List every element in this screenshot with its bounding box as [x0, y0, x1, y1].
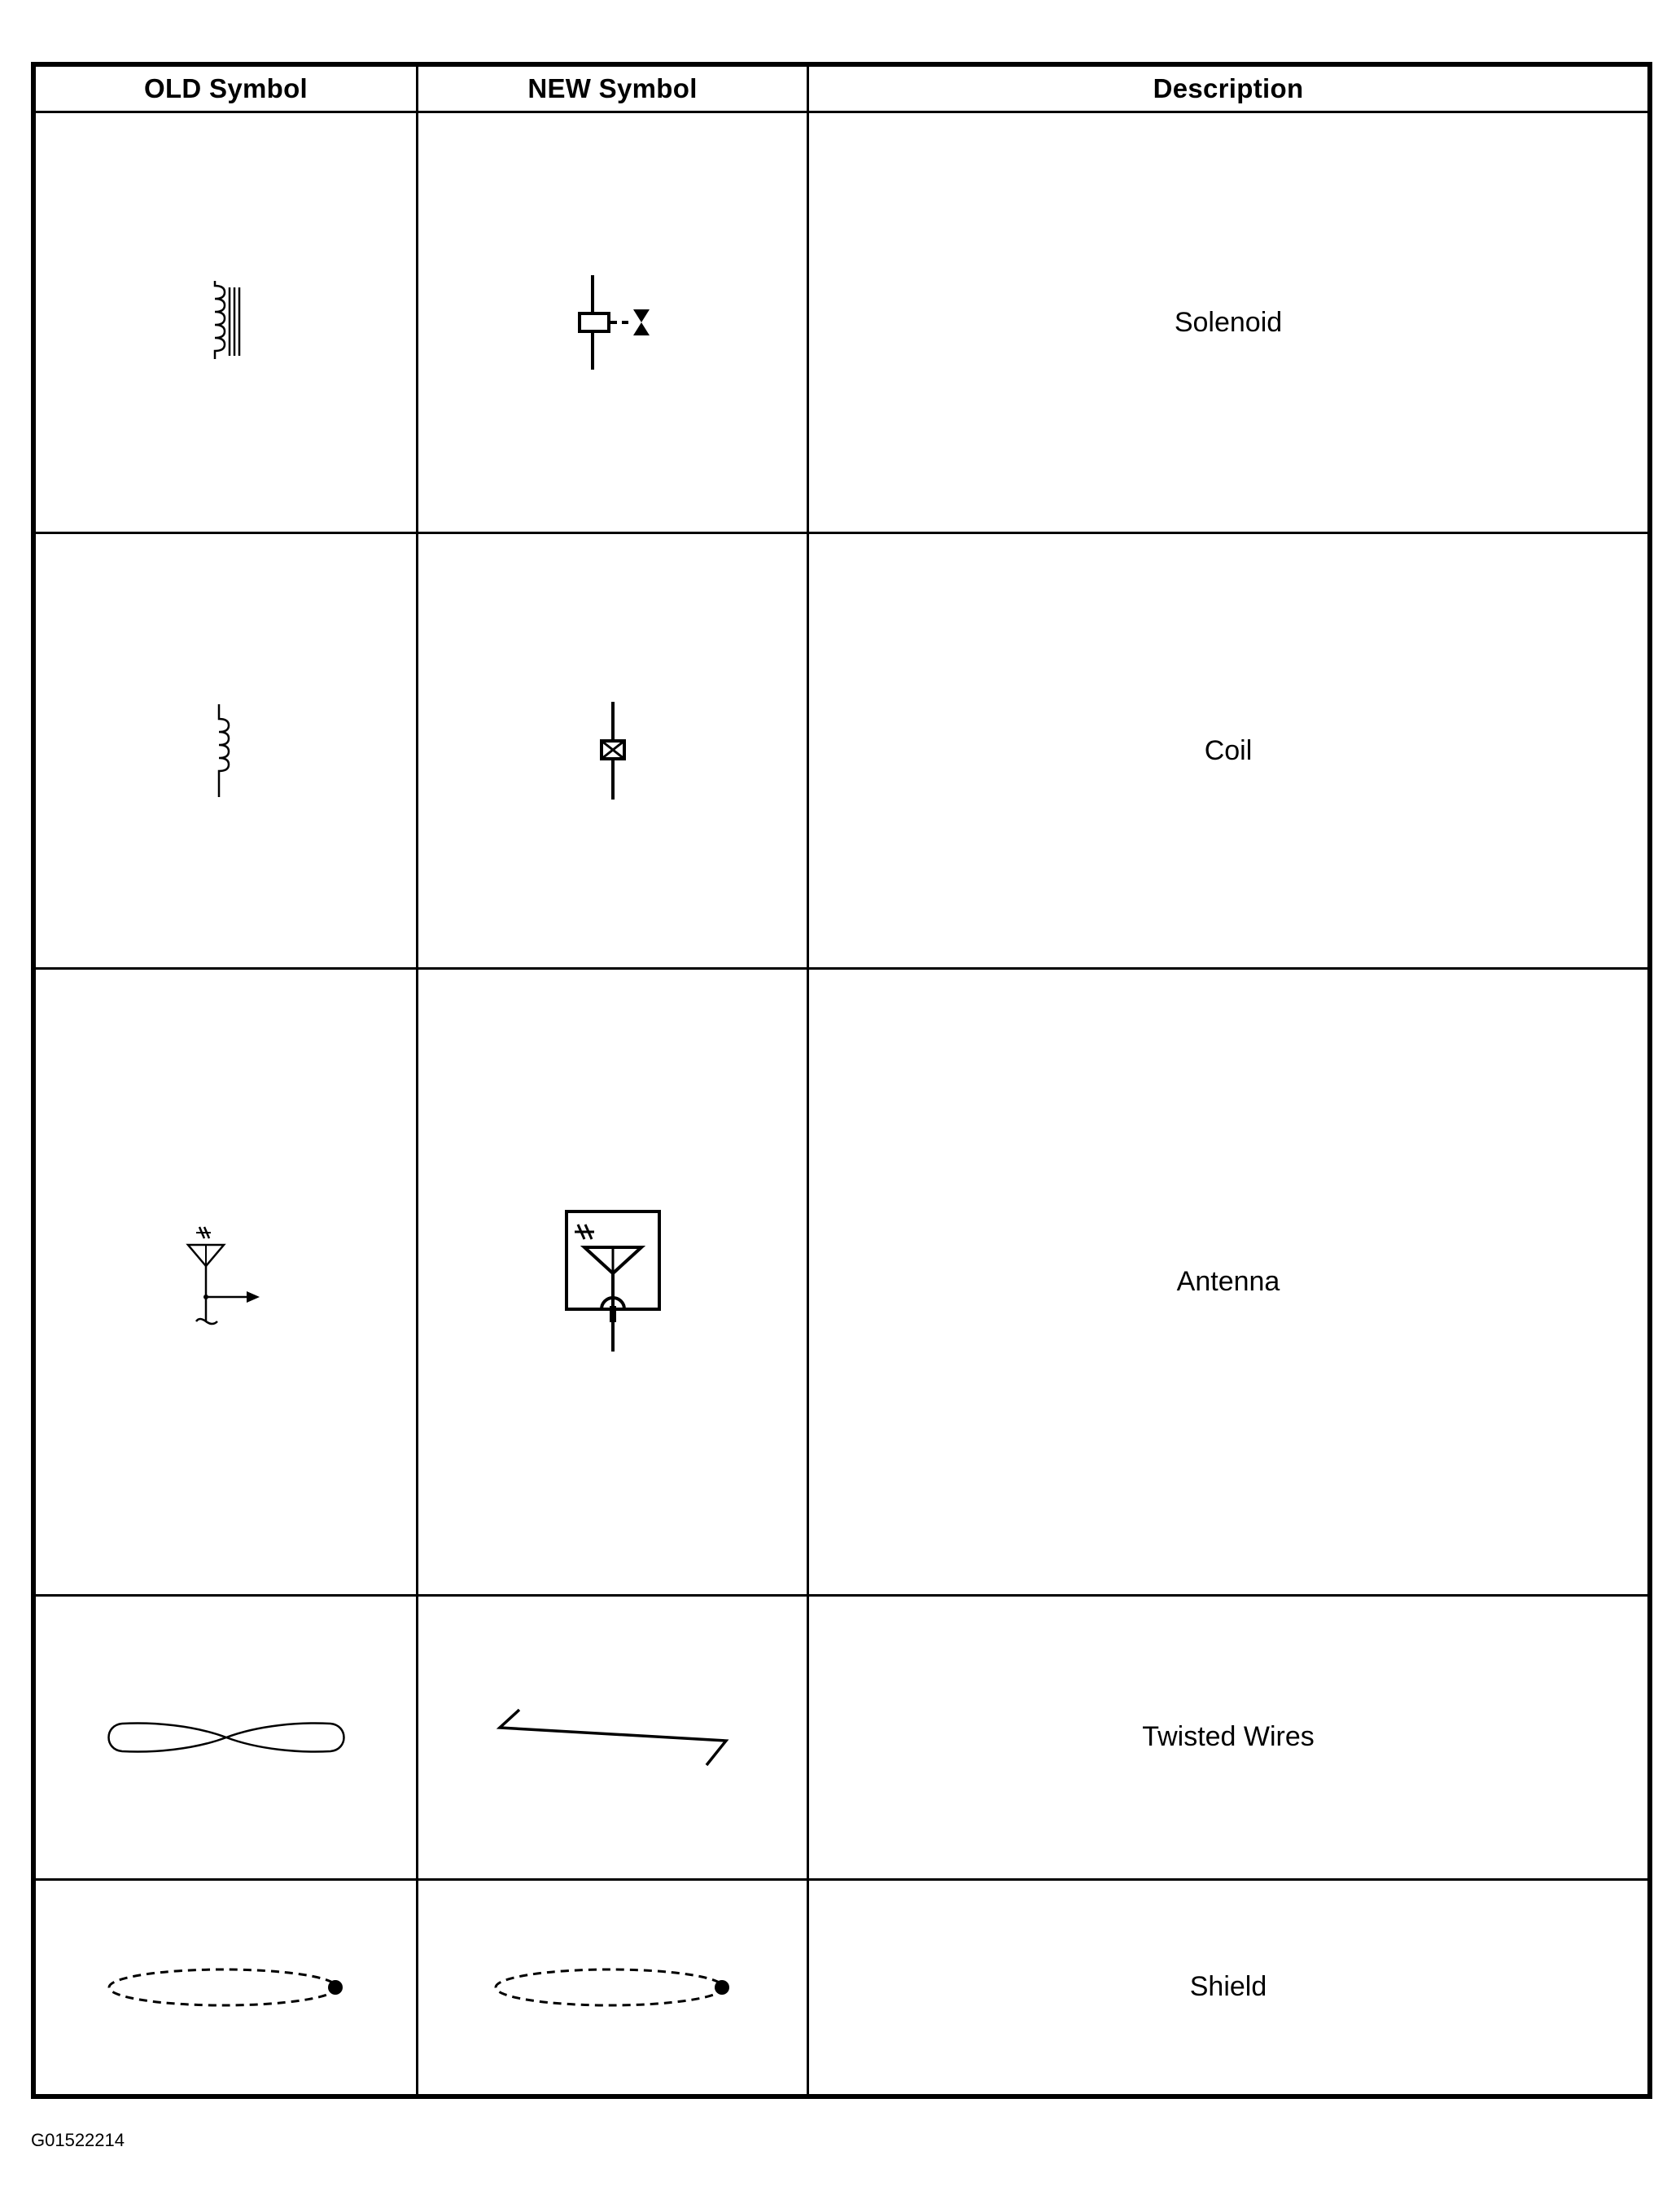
twisted-wires-old-icon — [104, 1717, 348, 1758]
description-cell: Shield — [808, 1879, 1649, 2095]
description-cell: Antenna — [808, 968, 1649, 1595]
symbol-table-frame — [31, 62, 1652, 2099]
coil-old-icon — [214, 703, 238, 799]
old-symbol-cell — [35, 968, 418, 1595]
header-old-symbol: OLD Symbol — [35, 66, 418, 112]
shield-old-icon — [104, 1963, 348, 2012]
table-row — [35, 1879, 1649, 2095]
new-symbol-cell — [418, 112, 808, 533]
description-cell: Solenoid — [808, 112, 1649, 533]
new-symbol-cell — [418, 1595, 808, 1879]
coil-new-icon — [588, 700, 637, 801]
table-row — [35, 112, 1649, 533]
figure-code: G01522214 — [31, 2130, 125, 2150]
description-cell: Coil — [808, 533, 1649, 968]
header-new-symbol: NEW Symbol — [418, 66, 808, 112]
table-row — [35, 968, 1649, 1595]
antenna-old-icon — [182, 1220, 271, 1343]
table-row — [35, 1595, 1649, 1879]
table-row — [35, 533, 1649, 968]
antenna-new-icon — [560, 1208, 666, 1355]
new-symbol-cell — [418, 1879, 808, 2095]
table-header-row — [35, 66, 1649, 112]
header-description: Description — [808, 66, 1649, 112]
twisted-wires-new-icon — [495, 1705, 731, 1770]
old-symbol-cell — [35, 1879, 418, 2095]
solenoid-new-icon — [568, 274, 658, 371]
shield-new-icon — [491, 1963, 735, 2012]
symbol-table — [33, 64, 1650, 2096]
description-cell: Twisted Wires — [808, 1595, 1649, 1879]
solenoid-old-icon — [210, 278, 243, 367]
new-symbol-cell — [418, 533, 808, 968]
new-symbol-cell — [418, 968, 808, 1595]
old-symbol-cell — [35, 1595, 418, 1879]
old-symbol-cell — [35, 112, 418, 533]
old-symbol-cell — [35, 533, 418, 968]
